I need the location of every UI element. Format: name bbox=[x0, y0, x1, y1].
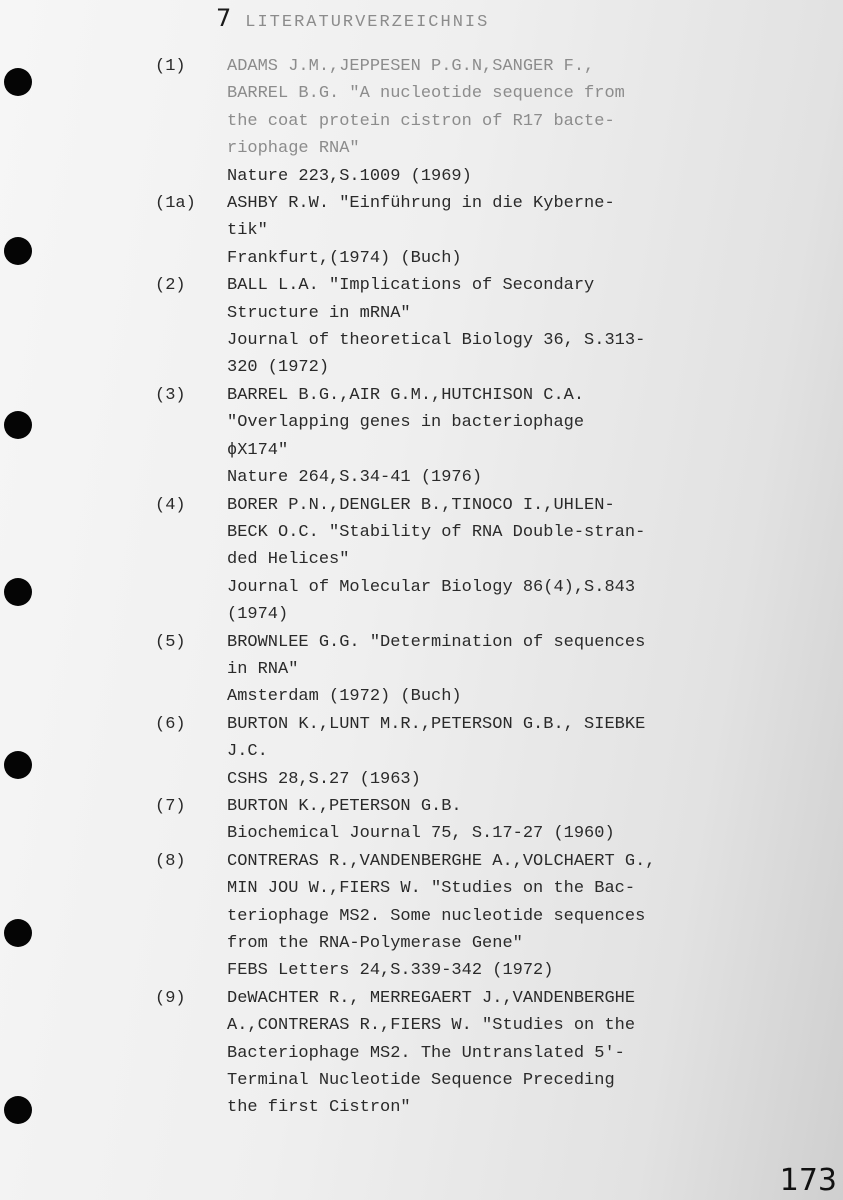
reference-line: Biochemical Journal 75, S.17-27 (1960) bbox=[227, 824, 615, 844]
reference-line: teriophage MS2. Some nucleotide sequences bbox=[227, 906, 646, 926]
reference-line: A.,CONTRERAS R.,FIERS W. "Studies on the bbox=[227, 1016, 636, 1036]
section-number: 7 bbox=[216, 4, 232, 32]
reference-line: Journal of theoretical Biology 36, S.313- bbox=[227, 331, 646, 351]
reference-line: BALL L.A. "Implications of Secondary bbox=[227, 276, 595, 296]
reference-line: Amsterdam (1972) (Buch) bbox=[227, 687, 462, 707]
reference-line: Structure in mRNA" bbox=[227, 303, 411, 323]
reference-line: BORER P.N.,DENGLER B.,TINOCO I.,UHLEN- bbox=[227, 495, 615, 515]
reference-line: CSHS 28,S.27 (1963) bbox=[227, 769, 421, 789]
reference-line: Nature 264,S.34-41 (1976) bbox=[227, 468, 483, 488]
punch-hole bbox=[4, 411, 32, 439]
reference-line: MIN JOU W.,FIERS W. "Studies on the Bac- bbox=[227, 879, 636, 899]
section-heading bbox=[216, 4, 489, 32]
punch-hole bbox=[4, 68, 32, 96]
page-number: 173 bbox=[779, 1163, 837, 1198]
reference-line: BECK O.C. "Stability of RNA Double-stran- bbox=[227, 522, 646, 542]
reference-number: (4) bbox=[155, 495, 186, 515]
reference-line: from the RNA-Polymerase Gene" bbox=[227, 934, 523, 953]
punch-hole bbox=[4, 237, 32, 265]
punch-hole bbox=[4, 751, 32, 779]
reference-entry bbox=[155, 985, 755, 1122]
reference-line: DeWACHTER R., MERREGAERT J.,VANDENBERGHE bbox=[227, 988, 636, 1008]
reference-line: ϕX174" bbox=[227, 440, 289, 460]
reference-number: (1) bbox=[155, 57, 186, 76]
punch-hole bbox=[4, 578, 32, 606]
reference-line: 320 (1972) bbox=[227, 358, 330, 378]
reference-line: Terminal Nucleotide Sequence Preceding bbox=[227, 1071, 615, 1091]
reference-number: (2) bbox=[155, 276, 186, 296]
reference-line: CONTRERAS R.,VANDENBERGHE A.,VOLCHAERT G., bbox=[227, 851, 656, 871]
reference-number: (3) bbox=[155, 385, 186, 405]
reference-entry bbox=[155, 492, 755, 629]
reference-entry bbox=[155, 711, 755, 793]
reference-line: BARREL B.G.,AIR G.M.,HUTCHISON C.A. bbox=[227, 385, 585, 405]
reference-number: (7) bbox=[155, 796, 186, 816]
reference-line: Bacteriophage MS2. The Untranslated 5'- bbox=[227, 1043, 625, 1063]
reference-line: (1974) bbox=[227, 605, 289, 625]
reference-line: ADAMS J.M.,JEPPESEN P.G.N,SANGER F., bbox=[227, 57, 595, 76]
reference-entry bbox=[155, 382, 755, 492]
reference-line: in RNA" bbox=[227, 659, 299, 679]
reference-line: the coat protein cistron of R17 bacte- bbox=[227, 111, 615, 131]
reference-line: BARREL B.G. "A nucleotide sequence from bbox=[227, 84, 625, 104]
reference-line: ded Helices" bbox=[227, 550, 350, 570]
reference-line: ASHBY R.W. "Einführung in die Kyberne- bbox=[227, 194, 615, 214]
reference-line: BURTON K.,LUNT M.R.,PETERSON G.B., SIEBKE bbox=[227, 714, 646, 734]
reference-line: Frankfurt,(1974) (Buch) bbox=[227, 248, 462, 268]
reference-line: BURTON K.,PETERSON G.B. bbox=[227, 796, 462, 816]
reference-entry bbox=[155, 53, 755, 190]
reference-entry bbox=[155, 190, 755, 272]
reference-line: Nature 223,S.1009 (1969) bbox=[227, 166, 472, 186]
reference-entry bbox=[155, 793, 755, 848]
reference-line: BROWNLEE G.G. "Determination of sequences bbox=[227, 632, 646, 652]
reference-entry bbox=[155, 272, 755, 382]
section-title: LITERATURVERZEICHNIS bbox=[245, 13, 490, 32]
reference-number: (6) bbox=[155, 714, 186, 734]
punch-hole bbox=[4, 919, 32, 947]
reference-line: riophage RNA" bbox=[227, 139, 360, 159]
reference-line: FEBS Letters 24,S.339-342 (1972) bbox=[227, 961, 554, 981]
reference-line: Journal of Molecular Biology 86(4),S.843 bbox=[227, 577, 636, 597]
reference-number: (8) bbox=[155, 851, 186, 871]
reference-line: the first Cistron" bbox=[227, 1098, 411, 1118]
punch-hole bbox=[4, 1096, 32, 1124]
reference-entry bbox=[155, 848, 755, 985]
reference-entry bbox=[155, 629, 755, 711]
reference-number: (1a) bbox=[155, 194, 196, 214]
reference-line: tik" bbox=[227, 221, 268, 241]
reference-list bbox=[155, 53, 755, 1122]
reference-number: (5) bbox=[155, 632, 186, 652]
reference-line: J.C. bbox=[227, 742, 268, 762]
reference-line: "Overlapping genes in bacteriophage bbox=[227, 413, 585, 433]
reference-number: (9) bbox=[155, 988, 186, 1008]
